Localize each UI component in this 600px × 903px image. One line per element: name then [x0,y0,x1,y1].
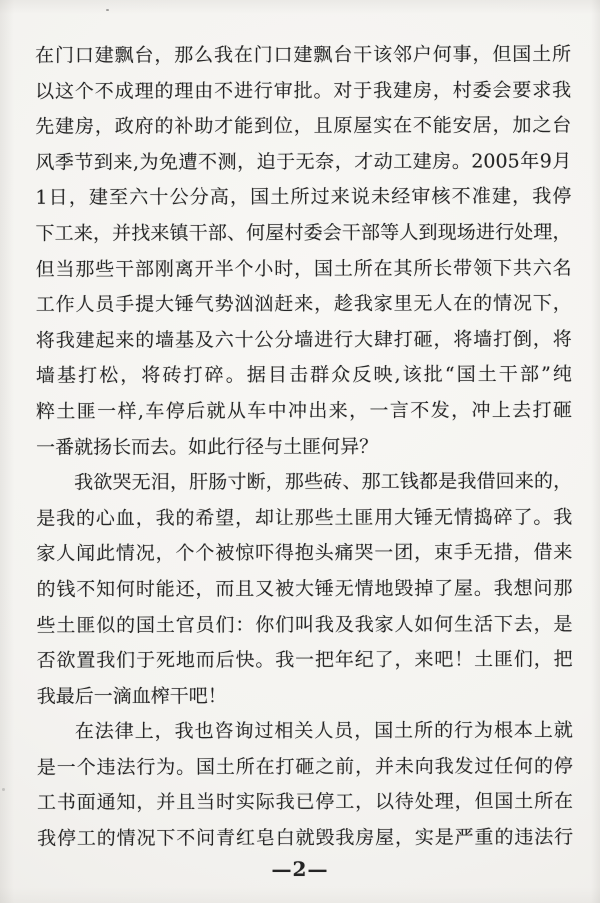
text-line: 是我的心血，我的希望，却让那些土匪用大锤无情捣碎了。我 [36,506,573,530]
text-line: 的钱不知何时能还，而且又被大锤无情地毁掉了屋。我想问那 [36,577,573,601]
text-line: 但当那些干部刚离开半个小时，国土所在其所长带领下共六名 [35,256,572,281]
scan-speck [2,788,5,791]
text-line: 风季节到来,为免遭不测，迫于无奈，才动工建房。2005年9月 [35,150,572,174]
text-line: 1日，建至六十公分高，国土所过来说未经审核不准建，我停 [35,185,572,210]
text-line: 些土匪似的国土官员们：你们叫我及我家人如何生活下去，是 [36,612,573,637]
text-line: 家人闻此情况，个个被惊吓得抱头痛哭一团，束手无措，借来 [36,541,573,566]
text-line: 在门口建飘台，那么我在门口建飘台干该邻户何事，但国土所 [35,43,572,67]
page-number: —2— [271,857,329,881]
text-line: 下工来，并找来镇干部、何屋村委会干部等人到现场进行处理， [35,221,572,245]
text-line: 粹土匪一样,车停后就从车中冲出来，一言不发，冲上去打砸 [35,399,573,423]
text-line: 墙基打松，将砖打碎。据目击群众反映,该批“国土干部”纯 [35,363,572,388]
text-line: 我最后一滴血榨干吧！ [36,684,227,708]
text-line: 工作人员手提大锤气势汹汹赶来，趁我家里无人在的情况下， [35,292,572,316]
text-line: 工书面通知，并且当时实际我已停工，以待处理，但国土所在 [36,790,574,815]
text-line: 我欲哭无泪，肝肠寸断，那些砖、那工钱都是我借回来的， [74,470,573,494]
text-line: 我停工的情况下不问青红皂白就毁我房屋，实是严重的违法行 [37,826,574,850]
text-line: 一番就扬长而去。如此行径与土匪何异？ [36,435,379,459]
letter-body-text [35,37,573,857]
scan-speck [560,372,562,374]
text-line: 是一个违法行为。国土所在打砸之前，并未向我发过任何的停 [36,755,573,779]
text-line: 将我建起来的墙基及六十公分墙进行大肆打砸，将墙打倒，将 [35,328,572,352]
scan-speck [106,9,109,11]
text-line: 先建房，政府的补助才能到位，且原屋实在不能安居，加之台 [35,114,572,138]
text-line: 否欲置我们于死地而后快。我一把年纪了，来吧！土匪们，把 [36,648,573,672]
text-line: 在法律上，我也咨询过相关人员，国土所的行为根本上就 [74,719,573,743]
text-line: 以这个不成理的理由不进行审批。对于我建房，村委会要求我 [35,78,572,103]
